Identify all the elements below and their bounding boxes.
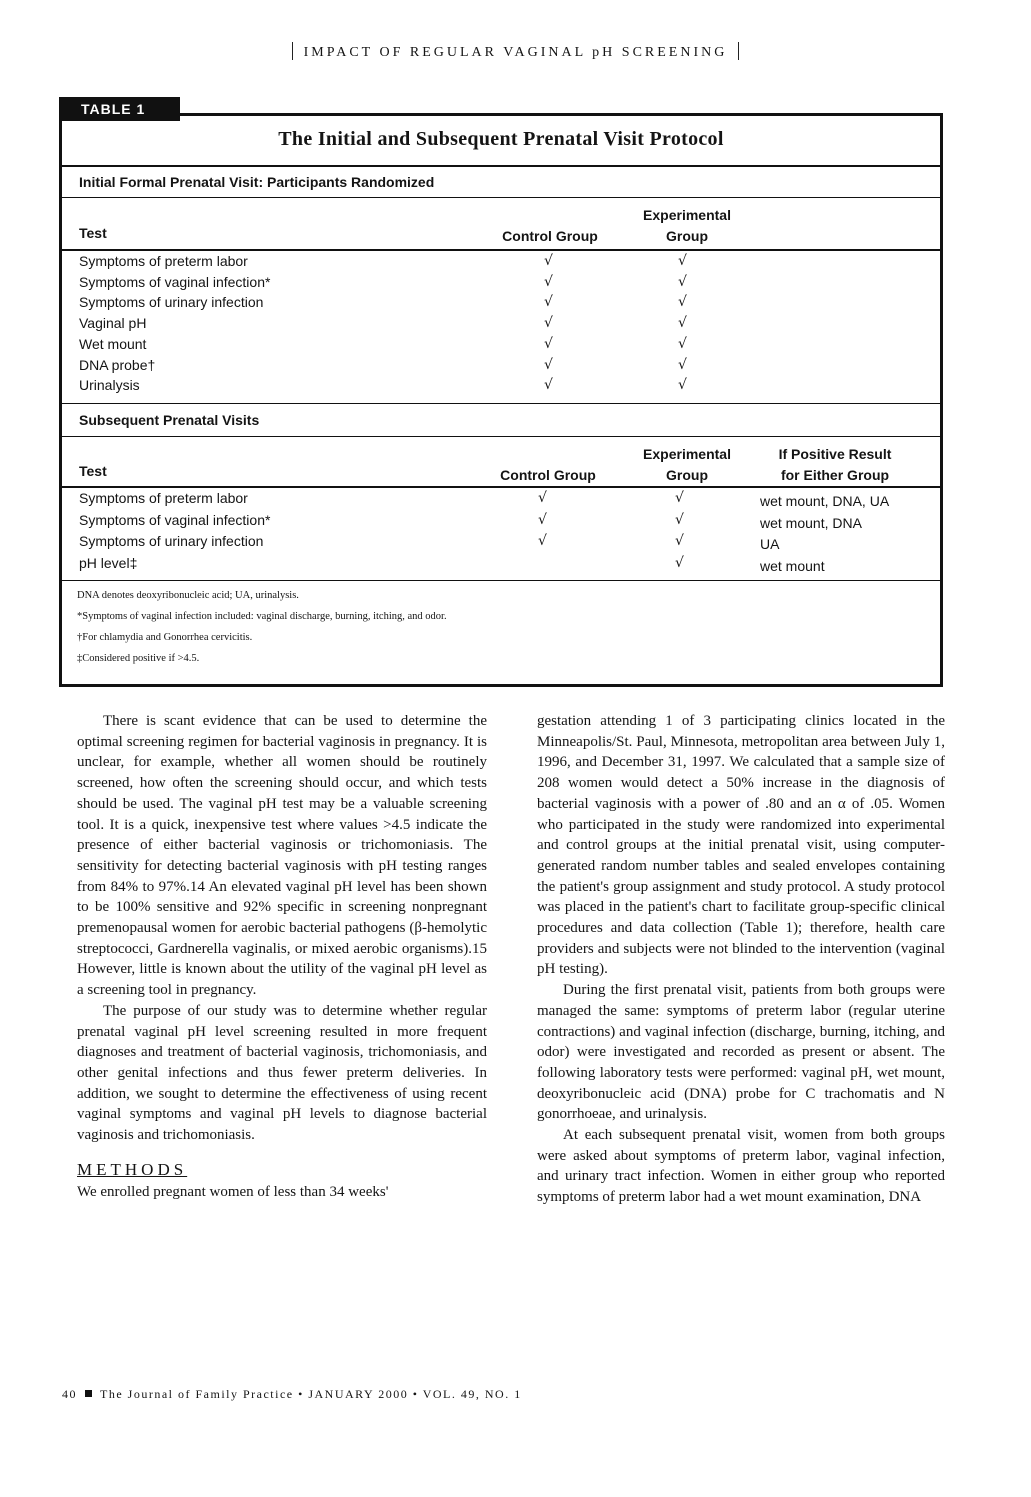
footer-bullet: • <box>298 1387 309 1401</box>
initial-col-experimental-line1: Experimental <box>643 207 731 223</box>
volume-issue: VOL. 49, NO. 1 <box>422 1387 522 1401</box>
page-footer <box>62 1387 522 1402</box>
table-row-test: Vaginal pH <box>79 315 147 332</box>
subsequent-col-experimental-line1: Experimental <box>643 446 731 462</box>
table-label: TABLE 1 <box>59 97 180 121</box>
table-row-test: DNA probe† <box>79 356 156 373</box>
footnote-dna-probe: †For chlamydia and Gonorrhea cervicitis. <box>77 632 253 643</box>
table-rule <box>62 486 940 488</box>
initial-col-test: Test <box>79 225 107 241</box>
experimental-check-mark: √ <box>678 377 687 394</box>
footer-bullet: • <box>412 1387 423 1401</box>
experimental-check-mark: √ <box>675 511 684 528</box>
control-check-mark: √ <box>538 533 547 549</box>
running-header-text: IMPACT OF REGULAR VAGINAL pH SCREENING <box>303 45 728 60</box>
control-check-mark: √ <box>544 335 553 352</box>
table-rule <box>62 165 940 167</box>
left-column <box>77 711 487 1203</box>
table-row-test: Urinalysis <box>79 377 140 394</box>
footnote-ph-threshold: ‡Considered positive if >4.5. <box>77 653 200 664</box>
control-check-mark: √ <box>544 294 553 311</box>
positive-result-action: UA <box>760 536 780 552</box>
paragraph: The purpose of our study was to determine whether regular prenatal vaginal pH level screening resulted in more frequent diagnoses and treatment of bacterial vaginosis, trichomoniasis, and other genital infections and thus fewer preterm deliveries. In addition, we sought to determine the effectiveness of using recent vaginal symptoms and vaginal pH levels to diagnose bacterial vaginosis and trichomoniasis. <box>77 1002 487 1144</box>
paragraph: During the first prenatal visit, patients from both groups were managed the same: symptoms of preterm labor (regular uterine contractions) and vaginal infection (discharge, burning, itching, and odor) were investigated and recorded as present or absent. The following laboratory tests were performed: vaginal pH, wet mount, deoxyribonucleic acid (DNA) probe for C trachomatis and N gonorrhoeae, and urinalysis. <box>537 982 945 1123</box>
experimental-check-mark: √ <box>678 335 687 352</box>
subsequent-col-control: Control Group <box>500 467 596 483</box>
experimental-check-mark: √ <box>678 315 687 332</box>
subsequent-col-experimental <box>632 444 742 486</box>
positive-result-action: wet mount <box>760 557 825 574</box>
control-check-mark: √ <box>544 273 553 290</box>
right-column <box>537 711 945 1208</box>
control-check-mark: √ <box>544 356 553 373</box>
subsequent-col-positive-line2: for Either Group <box>780 467 890 483</box>
experimental-check-mark: √ <box>675 554 684 571</box>
initial-col-experimental-line2: Group <box>666 228 708 244</box>
initial-col-control: Control Group <box>502 228 598 244</box>
experimental-check-mark: √ <box>678 253 687 269</box>
control-check-mark: √ <box>544 253 553 269</box>
footnote-vaginal-symptoms: *Symptoms of vaginal infection included: vaginal discharge, burning, itching, and odor. <box>77 611 447 622</box>
table-row-test: Symptoms of preterm labor <box>79 490 248 506</box>
control-check-mark: √ <box>544 315 553 332</box>
paragraph: gestation attending 1 of 3 participating clinics located in the Minneapolis/St. Paul, Minnesota, metropolitan area between July 1, 1996, and December 31, 1997. We calculated that a sample size of 208 women would detect a 50% increase in the diagnosis of bacterial vaginosis with a power of .80 and an α of .05. Women who participated in the study were randomized into experimental and control groups at the initial prenatal visit, using computer-generated random number tables and sealed envelopes containing the patient's group assignment and study protocol. A study protocol was placed in the patient's chart to facilitate group-specific clinical procedures and data collection (Table 1); therefore, health care providers and subjects were not blinded to the intervention (vaginal pH testing). <box>537 713 945 978</box>
table-row-test: Symptoms of vaginal infection* <box>79 511 271 528</box>
table-row-test: pH level‡ <box>79 554 138 571</box>
positive-result-action: wet mount, DNA, UA <box>760 493 890 509</box>
experimental-check-mark: √ <box>675 533 684 549</box>
table-row-test: Wet mount <box>79 335 147 352</box>
control-check-mark: √ <box>544 377 553 394</box>
footnote-abbreviations: DNA denotes deoxyribonucleic acid; UA, urinalysis. <box>77 590 299 601</box>
control-check-mark: √ <box>538 511 547 528</box>
subsequent-col-test: Test <box>79 463 107 479</box>
table-rule <box>62 197 940 198</box>
table-row-test: Symptoms of urinary infection <box>79 294 264 311</box>
table-rule <box>62 249 940 251</box>
table-title: The Initial and Subsequent Prenatal Visit Protocol <box>278 128 724 150</box>
paragraph: There is scant evidence that can be used to determine the optimal screening regimen for bacterial vaginosis in pregnancy. It is unclear, for example, whether all women should be routinely screened, how often the screening should occur, and which tests should be used. The vaginal pH test may be a valuable screening tool. It is a quick, inexpensive test where values >4.5 indicate the presence of either bacterial vaginosis or trichomoniasis. The sensitivity for detecting bacterial vaginosis with pH testing ranges from 84% to 97%.14 An elevated vaginal pH level has been shown to be 100% sensitive and 92% specific in screening nonpregnant premenopausal women for aerobic bacterial pathogens (β-hemolytic streptococci, Gardnerella vaginalis, or mixed aerobic organisms).15 However, little is known about the utility of the vaginal pH level as a screening tool in pregnancy. <box>77 713 487 999</box>
experimental-check-mark: √ <box>678 294 687 311</box>
running-header <box>0 42 1031 61</box>
subsequent-col-positive-line1: If Positive Result <box>778 446 892 462</box>
experimental-check-mark: √ <box>678 356 687 373</box>
positive-result-action: wet mount, DNA <box>760 514 862 531</box>
header-rule-right <box>738 42 740 60</box>
paragraph: At each subsequent prenatal visit, women from both groups were asked about symptoms of preterm labor, vaginal infection, and urinary tract infection. Women in either group who reported symptoms of preterm labor had a wet mount examination, DNA <box>537 1127 945 1206</box>
table-row-test: Symptoms of preterm labor <box>79 253 248 269</box>
table-rule <box>62 403 940 404</box>
journal-name: The Journal of Family Practice <box>100 1387 294 1401</box>
table-row-test: Symptoms of urinary infection <box>79 533 264 549</box>
subsequent-visits-heading: Subsequent Prenatal Visits <box>79 412 260 428</box>
initial-col-experimental <box>632 205 742 247</box>
header-rule-left <box>292 42 294 60</box>
paragraph: We enrolled pregnant women of less than 34 weeks' <box>77 1184 389 1201</box>
experimental-check-mark: √ <box>675 490 684 506</box>
experimental-check-mark: √ <box>678 273 687 290</box>
methods-heading: METHODS <box>77 1159 188 1179</box>
page-number: 40 <box>62 1387 77 1401</box>
footer-square-icon <box>85 1390 92 1397</box>
control-check-mark: √ <box>538 490 547 506</box>
table-rule <box>62 436 940 437</box>
issue-date: JANUARY 2000 <box>308 1387 409 1401</box>
table-rule <box>62 580 940 581</box>
initial-visit-heading: Initial Formal Prenatal Visit: Participants Randomized <box>79 174 435 190</box>
table-row-test: Symptoms of vaginal infection* <box>79 273 271 290</box>
subsequent-col-experimental-line2: Group <box>666 467 708 483</box>
subsequent-col-positive <box>760 444 910 486</box>
